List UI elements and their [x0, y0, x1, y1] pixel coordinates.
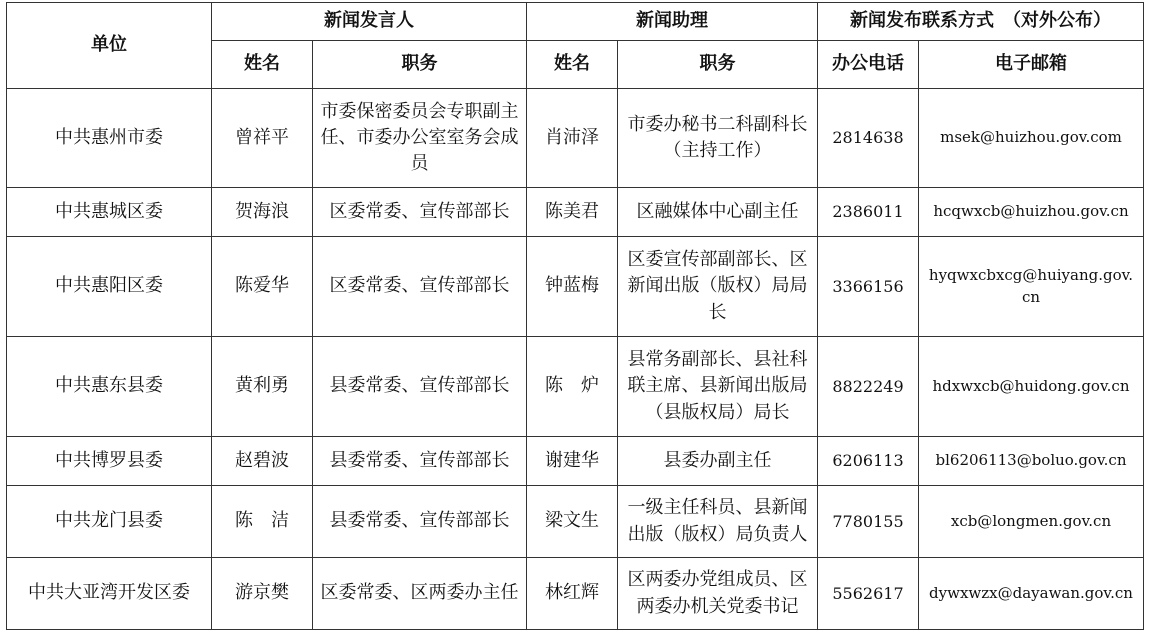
assistant-name: 陈 炉 — [527, 337, 618, 437]
header-sp-name: 姓名 — [212, 41, 313, 89]
email-cell: hyqwxcbxcg@huiyang.gov.cn — [919, 237, 1144, 337]
spokesperson-title: 县委常委、宣传部部长 — [313, 337, 527, 437]
table-row — [7, 188, 1144, 237]
assistant-title: 区融媒体中心副主任 — [618, 188, 818, 237]
assistant-name: 陈美君 — [527, 188, 618, 237]
email-cell: hcqwxcb@huizhou.gov.cn — [919, 188, 1144, 237]
email-cell: hdxwxcb@huidong.gov.cn — [919, 337, 1144, 437]
assistant-title: 区两委办党组成员、区两委办机关党委书记 — [618, 558, 818, 630]
contact-table — [6, 2, 1144, 630]
spokesperson-name: 黄利勇 — [212, 337, 313, 437]
header-email: 电子邮箱 — [919, 41, 1144, 89]
assistant-title: 县常务副部长、县社科联主席、县新闻出版局（县版权局）局长 — [618, 337, 818, 437]
header-assistant: 新闻助理 — [527, 3, 818, 41]
spokesperson-name: 贺海浪 — [212, 188, 313, 237]
email-cell: bl6206113@boluo.gov.cn — [919, 437, 1144, 486]
unit-cell: 中共惠阳区委 — [7, 237, 212, 337]
assistant-title: 县委办副主任 — [618, 437, 818, 486]
spokesperson-name: 曾祥平 — [212, 89, 313, 188]
spokesperson-name: 陈爱华 — [212, 237, 313, 337]
spokesperson-title: 区委常委、宣传部部长 — [313, 188, 527, 237]
header-unit: 单位 — [7, 3, 212, 89]
table-row — [7, 558, 1144, 630]
header-phone: 办公电话 — [818, 41, 919, 89]
header-sp-title: 职务 — [313, 41, 527, 89]
phone-cell: 3366156 — [818, 237, 919, 337]
unit-cell: 中共大亚湾开发区委 — [7, 558, 212, 630]
spokesperson-title: 县委常委、宣传部部长 — [313, 437, 527, 486]
spokesperson-name: 陈 洁 — [212, 486, 313, 558]
email-cell: xcb@longmen.gov.cn — [919, 486, 1144, 558]
assistant-title: 区委宣传部副部长、区新闻出版（版权）局局长 — [618, 237, 818, 337]
spokesperson-title: 区委常委、宣传部部长 — [313, 237, 527, 337]
assistant-name: 钟蓝梅 — [527, 237, 618, 337]
spokesperson-title: 市委保密委员会专职副主任、市委办公室室务会成员 — [313, 89, 527, 188]
spokesperson-title: 县委常委、宣传部部长 — [313, 486, 527, 558]
phone-cell: 8822249 — [818, 337, 919, 437]
spokesperson-name: 赵碧波 — [212, 437, 313, 486]
unit-cell: 中共惠州市委 — [7, 89, 212, 188]
assistant-title: 市委办秘书二科副科长（主持工作） — [618, 89, 818, 188]
table-row — [7, 486, 1144, 558]
table-row — [7, 337, 1144, 437]
table-row — [7, 437, 1144, 486]
phone-cell: 2386011 — [818, 188, 919, 237]
unit-cell: 中共博罗县委 — [7, 437, 212, 486]
header-spokesperson: 新闻发言人 — [212, 3, 527, 41]
assistant-name: 林红辉 — [527, 558, 618, 630]
header-contact: 新闻发布联系方式 （对外公布） — [818, 3, 1144, 41]
unit-cell: 中共惠城区委 — [7, 188, 212, 237]
phone-cell: 7780155 — [818, 486, 919, 558]
phone-cell: 5562617 — [818, 558, 919, 630]
unit-cell: 中共惠东县委 — [7, 337, 212, 437]
assistant-name: 梁文生 — [527, 486, 618, 558]
assistant-name: 谢建华 — [527, 437, 618, 486]
email-cell: msek@huizhou.gov.com — [919, 89, 1144, 188]
spokesperson-name: 游京樊 — [212, 558, 313, 630]
phone-cell: 2814638 — [818, 89, 919, 188]
assistant-title: 一级主任科员、县新闻出版（版权）局负责人 — [618, 486, 818, 558]
assistant-name: 肖沛泽 — [527, 89, 618, 188]
unit-cell: 中共龙门县委 — [7, 486, 212, 558]
table-row — [7, 89, 1144, 188]
header-as-name: 姓名 — [527, 41, 618, 89]
table-row — [7, 237, 1144, 337]
email-cell: dywxwzx@dayawan.gov.cn — [919, 558, 1144, 630]
phone-cell: 6206113 — [818, 437, 919, 486]
spokesperson-title: 区委常委、区两委办主任 — [313, 558, 527, 630]
header-as-title: 职务 — [618, 41, 818, 89]
